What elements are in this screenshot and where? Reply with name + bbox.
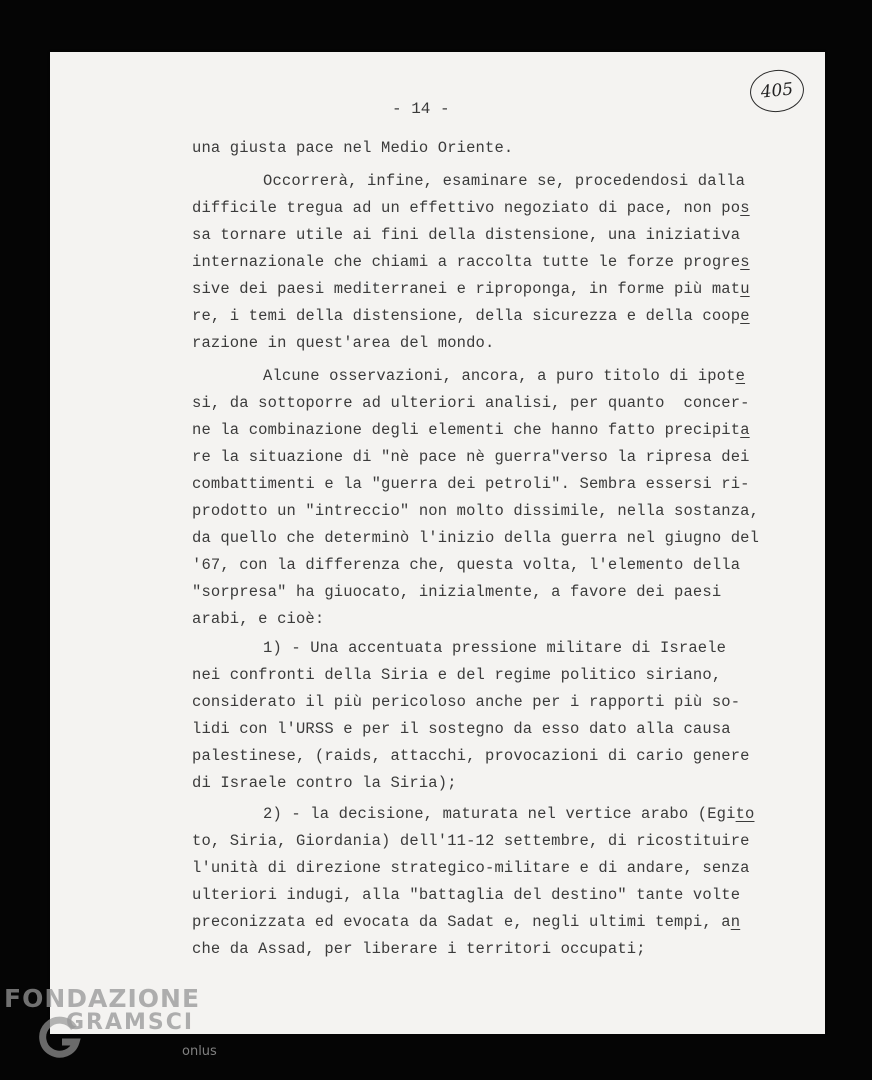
underlined-segment: s	[740, 199, 750, 217]
text-line	[192, 666, 721, 684]
archive-number: 405	[759, 79, 795, 103]
text-line	[192, 693, 740, 711]
underlined-segment: to	[735, 805, 755, 823]
underlined-segment: s	[740, 253, 750, 271]
text-segment: to, Siria, Giordania) dell'11-12 settembre, di ricostituire	[192, 832, 750, 850]
text-line	[192, 394, 750, 412]
text-line	[192, 448, 750, 466]
text-segment: nei confronti della Siria e del regime politico siriano,	[192, 666, 722, 684]
text-segment: da quello che determinò l'inizio della guerra nel giugno del	[192, 529, 760, 547]
text-line	[263, 367, 745, 385]
text-segment: 2) - la decisione, maturata nel vertice arabo (Egi	[263, 805, 736, 823]
text-line	[192, 940, 646, 958]
text-line	[192, 529, 759, 547]
text-line	[192, 832, 750, 850]
text-line	[192, 583, 721, 601]
text-line	[192, 226, 740, 244]
text-line	[192, 475, 750, 493]
text-segment: ulteriori indugi, alla "battaglia del destino" tante volte	[192, 886, 741, 904]
text-segment: sive dei paesi mediterranei e riproponga, in forme più mat	[192, 280, 741, 298]
text-segment: considerato il più pericoloso anche per i rapporti più so-	[192, 693, 741, 711]
text-segment: 1) - Una accentuata pressione militare di Israele	[263, 639, 727, 657]
logo-g-icon	[38, 1016, 82, 1060]
text-segment: internazionale che chiami a raccolta tutte le forze progre	[192, 253, 741, 271]
text-segment: di Israele contro la Siria);	[192, 774, 457, 792]
page-number: - 14 -	[392, 100, 450, 118]
text-segment: palestinese, (raids, attacchi, provocazioni di cario genere	[192, 747, 750, 765]
text-line	[192, 720, 731, 738]
text-line	[192, 886, 740, 904]
text-line	[192, 280, 750, 298]
text-segment: difficile tregua ad un effettivo negoziato di pace, non po	[192, 199, 741, 217]
text-segment: l'unità di direzione strategico-militare e di andare, senza	[192, 859, 750, 877]
text-line	[263, 805, 754, 823]
text-segment: ne la combinazione degli elementi che hanno fatto precipit	[192, 421, 741, 439]
text-line	[192, 253, 750, 271]
text-segment: sa tornare utile ai fini della distensione, una iniziativa	[192, 226, 741, 244]
text-line	[192, 307, 750, 325]
watermark-line2: GRAMSCI	[66, 1010, 195, 1035]
underlined-segment: n	[730, 913, 741, 931]
watermark-line1: FONDAZIONE	[4, 984, 201, 1013]
underlined-segment: a	[740, 421, 750, 439]
text-segment: Occorrerà, infine, esaminare se, procedendosi dalla	[263, 172, 746, 190]
text-segment: si, da sottoporre ad ulteriori analisi, per quanto concer-	[192, 394, 750, 412]
text-line	[192, 502, 759, 520]
text-line	[192, 774, 457, 792]
underlined-segment: e	[740, 307, 750, 325]
text-line	[263, 639, 726, 657]
text-line	[192, 421, 750, 439]
text-segment: una giusta pace nel Medio Oriente.	[192, 139, 514, 157]
text-segment: re la situazione di "nè pace nè guerra"verso la ripresa dei	[192, 448, 750, 466]
text-line	[192, 747, 750, 765]
underlined-segment: e	[735, 367, 746, 385]
watermark-logo	[4, 984, 217, 1059]
text-segment: '67, con la differenza che, questa volta, l'elemento della	[192, 556, 741, 574]
text-line	[192, 139, 513, 157]
text-segment: prodotto un "intreccio" non molto dissimile, nella sostanza,	[192, 502, 760, 520]
text-line	[192, 610, 324, 628]
text-line	[192, 334, 494, 352]
underlined-segment: u	[740, 280, 750, 298]
text-line	[263, 172, 745, 190]
text-segment: preconizzata ed evocata da Sadat e, negli ultimi tempi, a	[192, 913, 731, 931]
text-segment: "sorpresa" ha giuocato, inizialmente, a favore dei paesi	[192, 583, 722, 601]
text-segment: re, i temi della distensione, della sicurezza e della coop	[192, 307, 741, 325]
text-segment: arabi, e cioè:	[192, 610, 325, 628]
text-line	[192, 859, 750, 877]
text-line	[192, 199, 750, 217]
text-segment: combattimenti e la "guerra dei petroli". Sembra essersi ri-	[192, 475, 750, 493]
text-segment: razione in quest'area del mondo.	[192, 334, 495, 352]
text-segment: lidi con l'URSS e per il sostegno da esso dato alla causa	[192, 720, 731, 738]
watermark-sub: onlus	[182, 1044, 217, 1059]
text-line	[192, 556, 740, 574]
text-segment: Alcune osservazioni, ancora, a puro titolo di ipot	[263, 367, 736, 385]
text-line	[192, 913, 740, 931]
text-segment: che da Assad, per liberare i territori occupati;	[192, 940, 646, 958]
